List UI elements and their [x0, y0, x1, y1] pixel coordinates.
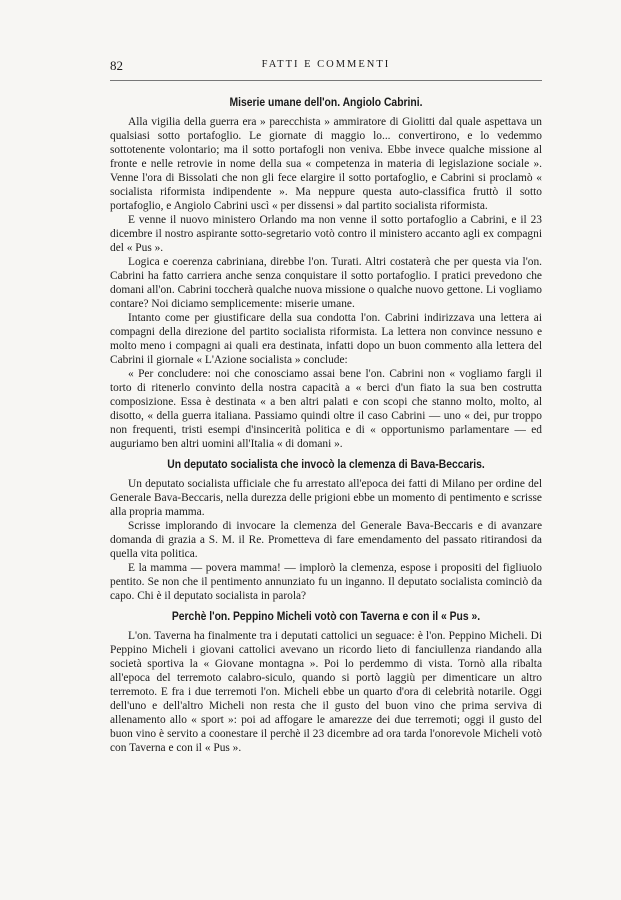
section-title: Perchè l'on. Peppino Micheli votò con Taverna e con il « Pus ». [171, 611, 481, 623]
section-cabrini [110, 97, 542, 451]
running-header [110, 58, 542, 76]
paragraph: Logica e coerenza cabriniana, direbbe l'on. Turati. Altri costaterà che per questa via l'on. Cabrini ha fatto carriera anche senza conquistare il sotto portafoglio. I pratici prevedono che domani all'on. Cabrini toccherà qualche nuova missione o qualche nuovo gettone. Li vogliamo contare? Noi diciamo semplicemente: miserie umane. [110, 256, 542, 310]
page [110, 58, 542, 755]
paragraph: Intanto come per giustificare della sua condotta l'on. Cabrini indirizzava una lettera ai compagni della direzione del partito socialista riformista. La lettera non convince nessuno e molto meno i compagni ai quali era destinata, infatti dopo un buon commento alla lettera del Cabrini il giornale « L'Azione socialista » conclude: [110, 312, 542, 366]
paragraph: L'on. Taverna ha finalmente tra i deputati cattolici un seguace: è l'on. Peppino Micheli. Di Peppino Micheli i giovani cattolici avevano un ricordo lieto di fanciullenza riandando alla società sportiva la « Giovane montagna ». Poi lo perdemmo di vista. Tornò alla ribalta all'epoca del terremoto calabro-siculo, quando si portò laggiù per dimenticare un altro terremoto. E fra i due terremoti l'on. Micheli ebbe un quarto d'ora di celebrità notarile. Oggi dell'uno e dell'altro Micheli non resta che il gusto del buon vino che prima serviva di allenamento allo « sport »: poi ad affogare le amarezze dei due terremoti; oggi il gusto del buon vino è servito a coonestare il perchè il 23 dicembre ad ora tarda l'onorevole Micheli votò con Taverna e con il « Pus ». [110, 630, 542, 754]
running-title: FATTI E COMMENTI [261, 59, 391, 70]
section-title: Un deputato socialista che invocò la clemenza di Bava-Beccaris. [167, 459, 485, 471]
header-rule [110, 80, 542, 81]
quotation: « Per concludere: noi che conosciamo assai bene l'on. Cabrini non « vogliamo fargli il torto di ritenerlo convinto della nostra capacità a « berci d'un fiato la sua ben costrutta composizione. Essa è destinata « a ben altri palati e con scopi che stanno molto, molto, al disotto, « della guerra italiana. Passiamo quindi oltre il caso Cabrini — uno « dei, pur troppo non frequenti, tristi esempi d'insincerità politica e di « opportunismo parlamentare — ed auguriamo ben altri uomini all'Italia « di domani ». [110, 368, 542, 450]
paragraph: Alla vigilia della guerra era » parecchista » ammiratore di Giolitti dal quale aspettava un qualsiasi sotto portafoglio. Le giornate di maggio lo... convertirono, e lo vedemmo sottotenente volontario; ma il sotto portafogli non veniva. Ebbe invece qualche missione al fronte e nelle retrovie in nome della sua « competenza in materia di legislazione sociale ». Venne l'ora di Bissolati che non gli fece elargire il sotto portafoglio, e Cabrini si proclamò « socialista riformista indipendente ». Ma neppure questa auto-classifica fruttò il sotto portafoglio, e Angiolo Cabrini uscì « per dissensi » dal partito socialista riformista. [110, 116, 542, 212]
paragraph: Scrisse implorando di invocare la clemenza del Generale Bava-Beccaris e di avanzare domanda di grazia a S. M. il Re. Prometteva di fare emendamento del passato ritirandosi da quella vita politica. [110, 520, 542, 560]
section-bava-beccaris [110, 459, 542, 603]
page-number: 82 [110, 58, 123, 73]
section-title: Miserie umane dell'on. Angiolo Cabrini. [229, 97, 423, 109]
paragraph: E la mamma — povera mamma! — implorò la clemenza, espose i propositi del figliuolo pentito. Se non che il pentimento annunziato fu un inganno. Il deputato socialista cominciò da capo. Chi è il deputato socialista in parola? [110, 562, 542, 602]
paragraph: E venne il nuovo ministero Orlando ma non venne il sotto portafoglio a Cabrini, e il 23 dicembre il nostro aspirante sotto-segretario votò contro il ministero accanto agli ex compagni del « Pus ». [110, 214, 542, 254]
section-micheli [110, 611, 542, 755]
paragraph: Un deputato socialista ufficiale che fu arrestato all'epoca dei fatti di Milano per ordine del Generale Bava-Beccaris, nella durezza delle prigioni ebbe un momento di pentimento e scrisse alla propria mamma. [110, 478, 542, 518]
